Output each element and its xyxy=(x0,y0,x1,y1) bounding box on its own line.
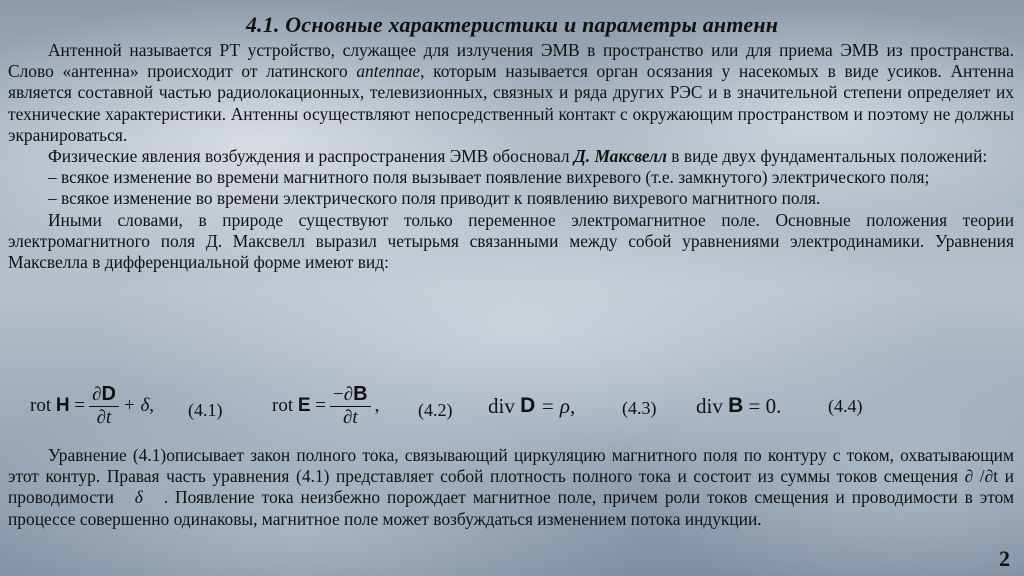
eq1-number: (4.1) xyxy=(188,400,223,420)
explanation-part-2: . Появление тока неизбежно порождает магнитное поле, причем роли токов смещения и проводимости в этом процессе совершенно одинаковы, магнитное поле может возбуждаться изменением потока индукции. xyxy=(8,487,1015,529)
eq1-equals: = xyxy=(74,395,86,416)
eq4-number: (4.4) xyxy=(828,396,863,416)
eq3-number: (4.3) xyxy=(622,398,657,418)
eq1-lhs-vector: H xyxy=(55,395,70,416)
eq3-rhs: = ρ, xyxy=(540,393,576,418)
eq4-rhs: = 0. xyxy=(748,393,782,418)
slide-title: 4.1. Основные характеристики и параметры антенн xyxy=(245,12,779,37)
eq1-denominator: ∂t xyxy=(96,407,112,428)
eq4-lhs-vector: B xyxy=(728,394,744,417)
current-law-text xyxy=(8,445,1014,530)
explanation-part-1: Уравнение (4.1)описывает закон полного тока, связывающий циркуляцию магнитного поля по контуру с током, охватывающим этот контур. Правая часть уравнения (4.1) представляет собой плотность полного тока и состоит из суммы токов смещения ∂ /∂t и проводимости xyxy=(8,445,1014,508)
eq2-denominator: ∂t xyxy=(342,407,358,428)
current-law-paragraph xyxy=(8,445,1014,530)
eq2-num-op: −∂ xyxy=(333,384,354,405)
equation-4-1 xyxy=(30,378,154,434)
eq4-op: div xyxy=(696,393,723,418)
maxwell-intro-a: Физические явления возбуждения и распространения ЭМВ обосновал xyxy=(48,146,570,167)
page-number: 2 xyxy=(999,546,1010,571)
body-text xyxy=(8,40,1014,273)
conductivity-symbol: δ xyxy=(134,487,143,508)
eq1-tail: + δ, xyxy=(122,395,155,416)
point-2: – всякое изменение во времени электрического поля приводит к появлению вихревого магнитного поля. xyxy=(48,188,821,209)
eq1-num-vector: D xyxy=(101,383,116,405)
eq3-op: div xyxy=(488,393,515,418)
eq2-op: rot xyxy=(272,395,294,416)
other-words-paragraph: Иными словами, в природе существуют только переменное электромагнитное поле. Основные положения теории электромагнитного поля Д. Максвелл выразил четырьмя связанными между собой уравнениями электродинамики. Уравнения Максвелла в дифференциальной форме имеют вид: xyxy=(8,209,1014,273)
eq3-lhs-vector: D xyxy=(520,394,536,417)
maxwell-intro-b: в виде двух фундаментальных положений: xyxy=(671,146,988,167)
equation-4-4 xyxy=(696,378,781,434)
latin-word: antennae xyxy=(356,61,421,82)
definition-part-1: Антенной называется РТ устройство, служащее для излучения ЭМВ в пространство или для приема ЭМВ из пространства. Слово «антенна» происходит от латинского xyxy=(8,40,1014,82)
maxwell-name: Д. Максвелл xyxy=(573,146,667,167)
eq1-op: rot xyxy=(30,395,52,416)
eq2-equals: = xyxy=(315,395,327,416)
eq1-fraction xyxy=(89,383,119,429)
eq2-number: (4.2) xyxy=(418,400,453,420)
antenna-definition xyxy=(8,40,1014,146)
eq2-tail: , xyxy=(374,395,380,416)
eq2-num-vector: B xyxy=(353,383,368,405)
eq2-lhs-vector: E xyxy=(297,395,311,416)
eq1-num-op: ∂ xyxy=(92,384,102,405)
equation-4-3 xyxy=(488,378,575,434)
maxwell-equations xyxy=(0,378,1024,438)
definition-part-2: , которым называется орган осязания у насекомых в виде усиков. Антенна является составной частью радиолокационных, телевизионных, связных и ряда других РЭС и в значительной степени определяет их технические характеристики. Антенны осуществляют непосредственный контакт с окружающим пространством и поэтому не должны экранироваться. xyxy=(8,61,1014,145)
maxwell-intro xyxy=(8,146,1014,167)
equation-4-2 xyxy=(272,378,379,434)
point-1: – всякое изменение во времени магнитного поля вызывает появление вихревого (т.е. замкнутого) электрического поля; xyxy=(48,167,930,188)
eq2-fraction xyxy=(330,383,371,429)
